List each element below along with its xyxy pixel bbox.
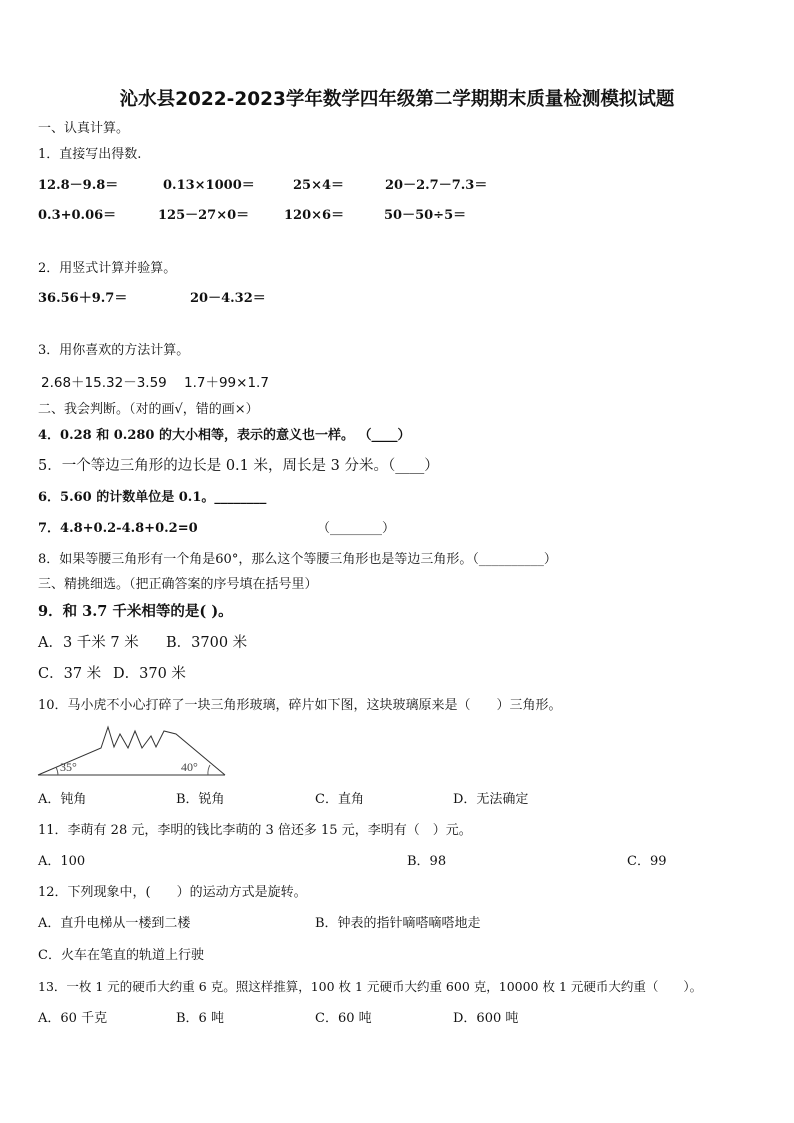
question-4: 4．0.28 和 0.280 的大小相等，表示的意义也一样。 （____）	[38, 428, 411, 443]
question-10-stem: 10．马小虎不小心打碎了一块三角形玻璃，碎片如下图，这块玻璃原来是（ ）三角形。	[38, 698, 562, 713]
option-c: C．火车在笔直的轨道上行驶	[38, 948, 204, 963]
calc-item: 120×6＝	[284, 208, 345, 223]
question-6: 6．5.60 的计数单位是 0.1。________	[38, 490, 267, 505]
option-a: A．60 千克	[38, 1011, 108, 1026]
option-d: D．600 吨	[453, 1011, 519, 1026]
question-8: 8．如果等腰三角形有一个角是60°，那么这个等腰三角形也是等边三角形。（__________）	[38, 552, 557, 567]
calc-item: 36.56＋9.7＝	[38, 291, 128, 306]
calc-item: 1.7＋99×1.7	[184, 375, 269, 391]
option-d: D．无法确定	[453, 792, 529, 807]
question-5: 5．一个等边三角形的边长是 0.1 米，周长是 3 分米。（____）	[38, 458, 439, 474]
option-b: B．98	[407, 854, 447, 869]
question-3-stem: 3．用你喜欢的方法计算。	[38, 343, 190, 358]
option-a: A．100	[38, 854, 86, 869]
question-11-stem: 11．李萌有 28 元，李明的钱比李萌的 3 倍还多 15 元，李明有（ ）元。	[38, 823, 472, 838]
angle-label-left: 35°	[60, 760, 77, 774]
option-b: B．3700 米	[166, 635, 248, 651]
calc-item: 2.68＋15.32－3.59	[41, 375, 167, 391]
option-c: C．99	[627, 854, 667, 869]
calc-item: 0.3+0.06＝	[38, 208, 117, 223]
question-2-stem: 2．用竖式计算并验算。	[38, 261, 177, 276]
calc-item: 125－27×0＝	[158, 208, 250, 223]
section-3-heading: 三、精挑细选。（把正确答案的序号填在括号里）	[38, 577, 318, 592]
option-a: A．直升电梯从一楼到二楼	[38, 916, 191, 931]
option-c: C．直角	[315, 792, 364, 807]
section-1-heading: 一、认真计算。	[38, 121, 130, 136]
question-13-stem: 13．一枚 1 元的硬币大约重 6 克。照这样推算，100 枚 1 元硬币大约重 600 克，10000 枚 1 元硬币大约重（ ）。	[38, 979, 703, 994]
question-12-stem: 12．下列现象中，( ）的运动方式是旋转。	[38, 885, 307, 900]
option-b: B．锐角	[176, 792, 225, 807]
question-9-stem: 9．和 3.7 千米相等的是( )。	[38, 603, 233, 620]
calc-item: 50－50÷5＝	[384, 208, 467, 223]
calc-item: 25×4＝	[293, 178, 345, 193]
option-a: A．3 千米 7 米	[38, 635, 139, 651]
option-a: A．钝角	[38, 792, 87, 807]
option-d: D．370 米	[113, 666, 186, 682]
broken-triangle-figure	[36, 724, 228, 778]
question-7-blank: （________）	[317, 521, 396, 536]
section-2-heading: 二、我会判断。（对的画√，错的画×）	[38, 402, 259, 417]
calc-item: 12.8－9.8＝	[38, 178, 119, 193]
calc-item: 20－2.7－7.3＝	[385, 178, 488, 193]
question-7: 7．4.8+0.2-4.8+0.2=0	[38, 521, 198, 536]
option-c: C．37 米	[38, 666, 102, 682]
page-title: 沁水县2022-2023学年数学四年级第二学期期末质量检测模拟试题	[119, 89, 675, 110]
option-b: B．钟表的指针嘀嗒嘀嗒地走	[315, 916, 481, 931]
calc-item: 20－4.32＝	[190, 291, 266, 306]
option-c: C．60 吨	[315, 1011, 372, 1026]
angle-label-right: 40°	[181, 760, 198, 774]
option-b: B．6 吨	[176, 1011, 224, 1026]
question-1-stem: 1．直接写出得数.	[38, 147, 142, 162]
calc-item: 0.13×1000＝	[163, 178, 255, 193]
